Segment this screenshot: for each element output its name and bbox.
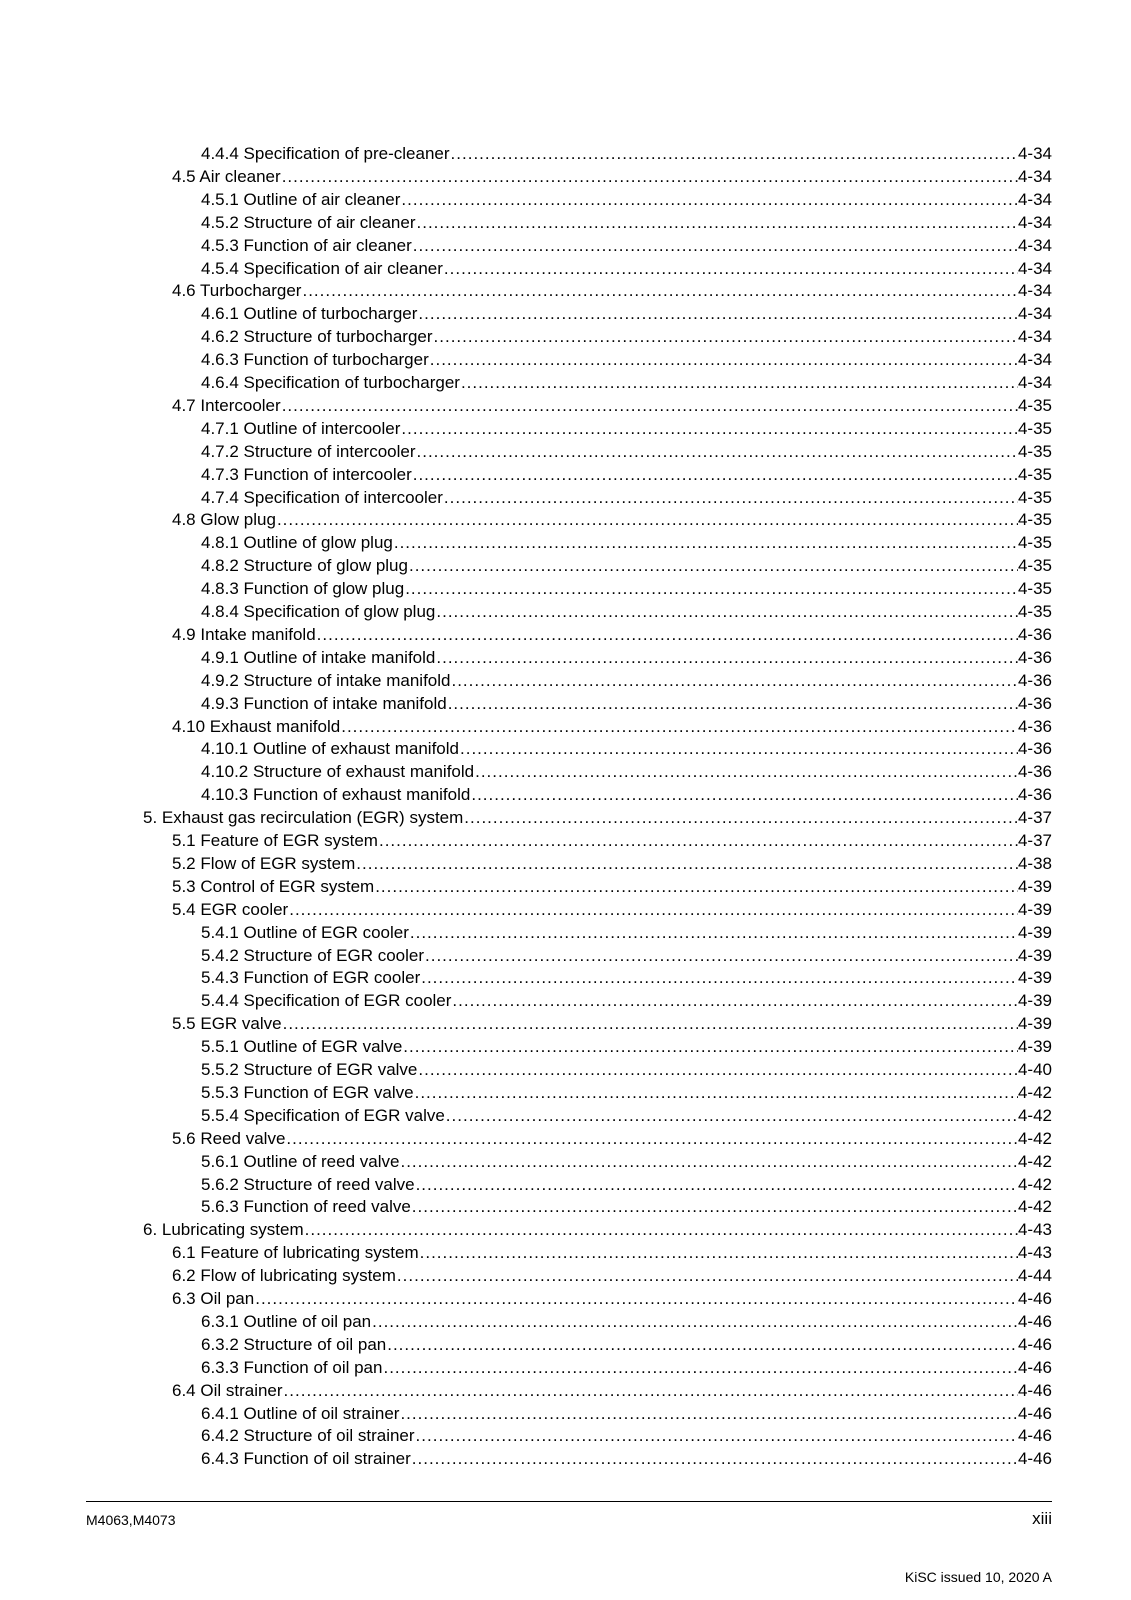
- toc-entry-page: 4-35: [1017, 418, 1052, 438]
- toc-entry-title: 4.6 Turbocharger: [172, 281, 302, 301]
- toc-entry-page: 4-35: [1017, 487, 1052, 507]
- toc-entry-page: 4-39: [1017, 1014, 1052, 1034]
- toc-dot-leader: [399, 1150, 1018, 1173]
- toc-entry-title: 4.9 Intake manifold: [172, 624, 316, 644]
- toc-entry-title: 6.3 Oil pan: [172, 1289, 255, 1308]
- toc-entry[interactable]: [201, 1333, 1052, 1356]
- toc-entry-title: 4.7.2 Structure of intercooler: [201, 441, 416, 461]
- toc-entry-title: 4.5.2 Structure of air cleaner: [201, 212, 416, 232]
- toc-dot-leader: [378, 829, 1018, 852]
- footer-page-number: xiii: [1032, 1509, 1052, 1528]
- toc-entry-page: 4-46: [1017, 1403, 1052, 1423]
- toc-dot-leader: [451, 989, 1018, 1012]
- toc-entry-page: 4-42: [1017, 1174, 1052, 1194]
- toc-entry-title: 4.8.2 Structure of glow plug: [201, 556, 408, 576]
- toc-entry-title: 4.6.1 Outline of turbocharger: [201, 304, 418, 324]
- toc-entry-page: 4-34: [1017, 373, 1052, 392]
- toc-entry-title: 4.5.4 Specification of air cleaner: [201, 258, 443, 278]
- toc-entry-page: 4-46: [1017, 1357, 1052, 1377]
- toc-entry-title: 5.6.2 Structure of reed valve: [201, 1174, 415, 1194]
- toc-dot-leader: [382, 1356, 1018, 1379]
- toc-entry-title: 6.4.3 Function of oil strainer: [201, 1449, 411, 1469]
- toc-entry[interactable]: [201, 921, 1052, 944]
- toc-dot-leader: [371, 1310, 1018, 1333]
- toc-dot-leader: [416, 211, 1018, 234]
- toc-entry-title: 4.8.4 Specification of glow plug: [201, 602, 436, 621]
- toc-entry[interactable]: [201, 783, 1052, 806]
- toc-entry-title: 5.6.1 Outline of reed valve: [201, 1151, 400, 1171]
- toc-entry-title: 6.4.1 Outline of oil strainer: [201, 1403, 400, 1423]
- toc-entry[interactable]: [201, 1081, 1052, 1104]
- toc-dot-leader: [301, 279, 1018, 302]
- toc-entry-page: 4-34: [1017, 258, 1052, 278]
- toc-entry-page: 4-39: [1017, 876, 1052, 896]
- toc-entry-page: 4-34: [1017, 144, 1052, 163]
- toc-entry-title: 5.5.2 Structure of EGR valve: [201, 1060, 418, 1079]
- toc-dot-leader: [411, 1195, 1018, 1218]
- toc-entry-page: 4-46: [1017, 1311, 1052, 1331]
- toc-entry-title: 4.10 Exhaust manifold: [172, 716, 341, 736]
- toc-entry[interactable]: [201, 1150, 1052, 1173]
- toc-entry-title: 4.9.3 Function of intake manifold: [201, 693, 447, 713]
- toc-entry-page: 4-35: [1017, 533, 1052, 553]
- toc-entry[interactable]: [201, 1195, 1052, 1218]
- toc-entry-page: 4-36: [1017, 647, 1052, 667]
- toc-entry[interactable]: [201, 554, 1052, 577]
- toc-dot-leader: [419, 1241, 1018, 1264]
- toc-dot-leader: [460, 371, 1018, 394]
- toc-entry[interactable]: [201, 692, 1052, 715]
- toc-dot-leader: [276, 508, 1018, 531]
- toc-entry-page: 4-39: [1017, 1037, 1052, 1057]
- toc-entry[interactable]: [201, 600, 1052, 623]
- toc-entry-title: 4.4.4 Specification of pre-cleaner: [201, 144, 450, 163]
- toc-entry[interactable]: [201, 257, 1052, 280]
- toc-dot-leader: [386, 1333, 1018, 1356]
- toc-entry-title: 5.4.1 Outline of EGR cooler: [201, 922, 409, 942]
- toc-entry-page: 4-37: [1017, 831, 1052, 850]
- toc-entry[interactable]: [201, 1310, 1052, 1333]
- toc-entry-title: 4.8 Glow plug: [172, 510, 276, 530]
- toc-dot-leader: [445, 1104, 1018, 1127]
- toc-entry[interactable]: [172, 829, 1052, 852]
- toc-entry-page: 4-36: [1017, 785, 1052, 805]
- toc-entry-title: 4.7.1 Outline of intercooler: [201, 418, 401, 438]
- toc-dot-leader: [417, 302, 1018, 325]
- toc-entry[interactable]: [172, 1287, 1052, 1310]
- toc-entry-page: 4-43: [1017, 1243, 1052, 1263]
- toc-entry[interactable]: [201, 188, 1052, 211]
- toc-entry-page: 4-35: [1017, 556, 1052, 576]
- toc-dot-leader: [393, 531, 1018, 554]
- toc-dot-leader: [408, 554, 1018, 577]
- toc-entry-page: 4-46: [1017, 1380, 1052, 1400]
- toc-dot-leader: [443, 257, 1018, 280]
- toc-entry-page: 4-34: [1017, 304, 1052, 324]
- toc-entry-page: 4-35: [1017, 464, 1052, 484]
- toc-entry-page: 4-34: [1017, 212, 1052, 232]
- toc-dot-leader: [254, 1287, 1018, 1310]
- toc-entry-title: 5.4.2 Structure of EGR cooler: [201, 945, 424, 965]
- toc-entry-page: 4-40: [1017, 1060, 1052, 1079]
- toc-entry-title: 4.6.4 Specification of turbocharger: [201, 373, 460, 392]
- toc-entry[interactable]: [172, 1127, 1052, 1150]
- toc-dot-leader: [304, 1218, 1018, 1241]
- toc-entry-title: 4.6.3 Function of turbocharger: [201, 350, 429, 370]
- toc-entry[interactable]: [172, 279, 1052, 302]
- toc-entry[interactable]: [172, 715, 1052, 738]
- toc-entry-title: 5.5.3 Function of EGR valve: [201, 1082, 414, 1102]
- toc-dot-leader: [470, 783, 1018, 806]
- toc-entry[interactable]: [201, 1104, 1052, 1127]
- toc-entry-page: 4-46: [1017, 1449, 1052, 1469]
- toc-entry-page: 4-35: [1017, 602, 1052, 621]
- toc-entry-title: 6.3.3 Function of oil pan: [201, 1357, 383, 1377]
- toc-entry[interactable]: [172, 394, 1052, 417]
- toc-entry-page: 4-36: [1017, 693, 1052, 713]
- toc-dot-leader: [415, 1424, 1018, 1447]
- toc-entry-title: 5.2 Flow of EGR system: [172, 853, 356, 873]
- toc-entry-title: 4.10.2 Structure of exhaust manifold: [201, 762, 475, 782]
- toc-dot-leader: [459, 737, 1018, 760]
- toc-dot-leader: [281, 165, 1018, 188]
- toc-dot-leader: [420, 966, 1018, 989]
- toc-entry-title: 4.8.3 Function of glow plug: [201, 579, 405, 599]
- toc-entry-page: 4-39: [1017, 945, 1052, 965]
- toc-entry[interactable]: [172, 1241, 1052, 1264]
- toc-entry[interactable]: [201, 646, 1052, 669]
- toc-entry[interactable]: [201, 417, 1052, 440]
- toc-entry[interactable]: [201, 1035, 1052, 1058]
- toc-dot-leader: [404, 577, 1018, 600]
- toc-entry[interactable]: [172, 852, 1052, 875]
- toc-dot-leader: [429, 348, 1018, 371]
- toc-dot-leader: [400, 188, 1018, 211]
- toc-dot-leader: [288, 898, 1018, 921]
- toc-dot-leader: [450, 142, 1018, 165]
- toc-entry-page: 4-42: [1017, 1151, 1052, 1171]
- toc-entry[interactable]: [201, 234, 1052, 257]
- toc-entry[interactable]: [201, 463, 1052, 486]
- toc-entry[interactable]: [201, 211, 1052, 234]
- toc-entry-page: 4-46: [1017, 1334, 1052, 1354]
- toc-entry-title: 5.5 EGR valve: [172, 1014, 282, 1034]
- toc-entry-page: 4-39: [1017, 899, 1052, 919]
- toc-dot-leader: [282, 1012, 1018, 1035]
- toc-entry-page: 4-34: [1017, 281, 1052, 301]
- toc-dot-leader: [409, 921, 1018, 944]
- toc-entry-page: 4-36: [1017, 670, 1052, 690]
- toc-entry[interactable]: [172, 898, 1052, 921]
- toc-entry-title: 6.2 Flow of lubricating system: [172, 1266, 396, 1286]
- toc-entry[interactable]: [201, 944, 1052, 967]
- toc-entry[interactable]: [172, 875, 1052, 898]
- toc-entry-page: 4-38: [1017, 853, 1052, 873]
- toc-entry[interactable]: [201, 486, 1052, 509]
- toc-dot-leader: [402, 1035, 1018, 1058]
- toc-entry-title: 5.4.3 Function of EGR cooler: [201, 968, 421, 988]
- toc-entry[interactable]: [201, 1402, 1052, 1425]
- toc-entry-title: 4.10.3 Function of exhaust manifold: [201, 785, 471, 805]
- toc-dot-leader: [374, 875, 1018, 898]
- toc-entry[interactable]: [201, 669, 1052, 692]
- toc-entry-title: 5.3 Control of EGR system: [172, 876, 375, 896]
- toc-entry[interactable]: [201, 1424, 1052, 1447]
- toc-entry-title: 6.4 Oil strainer: [172, 1380, 283, 1400]
- toc-dot-leader: [417, 1058, 1018, 1081]
- toc-entry-page: 4-34: [1017, 189, 1052, 209]
- toc-entry-title: 5.5.1 Outline of EGR valve: [201, 1037, 403, 1057]
- toc-entry-title: 6.3.1 Outline of oil pan: [201, 1311, 372, 1331]
- toc-entry-title: 4.6.2 Structure of turbocharger: [201, 327, 433, 347]
- toc-entry[interactable]: [172, 1012, 1052, 1035]
- toc-dot-leader: [463, 806, 1018, 829]
- toc-entry[interactable]: [201, 371, 1052, 394]
- toc-entry-page: 4-44: [1017, 1266, 1052, 1286]
- toc-entry-page: 4-39: [1017, 922, 1052, 942]
- toc-entry[interactable]: [201, 966, 1052, 989]
- toc-entry-title: 6.1 Feature of lubricating system: [172, 1243, 419, 1263]
- toc-entry-page: 4-46: [1017, 1426, 1052, 1446]
- toc-entry[interactable]: [201, 737, 1052, 760]
- toc-entry[interactable]: [201, 440, 1052, 463]
- toc-entry-title: 5.4.4 Specification of EGR cooler: [201, 991, 452, 1011]
- toc-entry[interactable]: [201, 1173, 1052, 1196]
- toc-entry[interactable]: [201, 302, 1052, 325]
- toc-entry[interactable]: [201, 989, 1052, 1012]
- toc-entry-title: 4.7.4 Specification of intercooler: [201, 487, 443, 507]
- toc-entry-page: 4-34: [1017, 350, 1052, 370]
- toc-entry-page: 4-43: [1017, 1220, 1052, 1240]
- toc-entry-page: 4-34: [1017, 166, 1052, 186]
- toc-entry-page: 4-37: [1017, 808, 1052, 828]
- toc-entry-title: 6.4.2 Structure of oil strainer: [201, 1426, 415, 1446]
- toc-dot-leader: [316, 623, 1018, 646]
- toc-entry[interactable]: [172, 623, 1052, 646]
- toc-entry-title: 5.6 Reed valve: [172, 1128, 286, 1148]
- toc-entry-page: 4-35: [1017, 510, 1052, 530]
- toc-dot-leader: [281, 394, 1018, 417]
- toc-entry-title: 5.6.3 Function of reed valve: [201, 1197, 411, 1217]
- toc-dot-leader: [399, 1402, 1018, 1425]
- toc-entry-page: 4-35: [1017, 395, 1052, 415]
- toc-dot-leader: [355, 852, 1018, 875]
- toc-entry-page: 4-36: [1017, 716, 1052, 736]
- toc-dot-leader: [340, 715, 1018, 738]
- toc-entry-page: 4-36: [1017, 762, 1052, 782]
- toc-entry-page: 4-36: [1017, 624, 1052, 644]
- toc-dot-leader: [400, 417, 1018, 440]
- toc-dot-leader: [285, 1127, 1018, 1150]
- toc-entry[interactable]: [172, 165, 1052, 188]
- toc-dot-leader: [450, 669, 1017, 692]
- toc-entry[interactable]: [172, 1264, 1052, 1287]
- toc-entry-page: 4-39: [1017, 991, 1052, 1011]
- footer-model-number: M4063,M4073: [86, 1512, 176, 1528]
- toc-entry[interactable]: [201, 531, 1052, 554]
- toc-entry-title: 5.4 EGR cooler: [172, 899, 289, 919]
- toc-entry-title: 4.9.2 Structure of intake manifold: [201, 670, 451, 690]
- toc-entry-page: 4-42: [1017, 1197, 1052, 1217]
- toc-entry-title: 4.10.1 Outline of exhaust manifold: [201, 739, 459, 759]
- toc-entry-title: 4.7 Intercooler: [172, 395, 281, 415]
- toc-dot-leader: [283, 1379, 1018, 1402]
- toc-dot-leader: [435, 600, 1018, 623]
- toc-entry[interactable]: [201, 325, 1052, 348]
- toc-entry-page: 4-35: [1017, 441, 1052, 461]
- toc-entry[interactable]: [201, 142, 1052, 165]
- toc-entry-page: 4-42: [1017, 1105, 1052, 1125]
- toc-entry[interactable]: [201, 1447, 1052, 1470]
- footer-divider: [86, 1501, 1052, 1502]
- toc-entry[interactable]: [143, 1218, 1052, 1241]
- toc-entry-page: 4-46: [1017, 1289, 1052, 1308]
- toc-entry[interactable]: [201, 1356, 1052, 1379]
- toc-entry-page: 4-42: [1017, 1082, 1052, 1102]
- toc-entry-title: 4.8.1 Outline of glow plug: [201, 533, 393, 553]
- toc-entry[interactable]: [201, 577, 1052, 600]
- toc-dot-leader: [433, 325, 1018, 348]
- toc-dot-leader: [474, 760, 1018, 783]
- toc-entry[interactable]: [201, 1058, 1052, 1081]
- toc-entry[interactable]: [201, 760, 1052, 783]
- toc-entry-title: 5. Exhaust gas recirculation (EGR) system: [143, 808, 464, 828]
- toc-entry-page: 4-36: [1017, 739, 1052, 759]
- toc-dot-leader: [435, 646, 1018, 669]
- toc-entry-title: 5.1 Feature of EGR system: [172, 831, 378, 850]
- toc-entry-page: 4-34: [1017, 235, 1052, 255]
- toc-entry-title: 4.7.3 Function of intercooler: [201, 464, 412, 484]
- toc-entry-page: 4-35: [1017, 579, 1052, 599]
- toc-entry-title: 4.5.1 Outline of air cleaner: [201, 189, 401, 209]
- toc-entry-page: 4-34: [1017, 327, 1052, 347]
- toc-dot-leader: [447, 692, 1018, 715]
- toc-entry-page: 4-39: [1017, 968, 1052, 988]
- footer-issue-info: KiSC issued 10, 2020 A: [904, 1569, 1052, 1585]
- toc-entry[interactable]: [172, 508, 1052, 531]
- toc-entry[interactable]: [201, 348, 1052, 371]
- toc-entry-title: 4.5 Air cleaner: [172, 166, 281, 186]
- toc-entry-title: 6.3.2 Structure of oil pan: [201, 1334, 387, 1354]
- toc-entry-title: 6. Lubricating system: [143, 1220, 304, 1240]
- toc-entry-title: 4.5.3 Function of air cleaner: [201, 235, 412, 255]
- toc-entry-title: 4.9.1 Outline of intake manifold: [201, 647, 436, 667]
- toc-dot-leader: [416, 440, 1018, 463]
- toc-dot-leader: [443, 486, 1018, 509]
- toc-dot-leader: [396, 1264, 1018, 1287]
- toc-entry[interactable]: [143, 806, 1052, 829]
- toc-dot-leader: [414, 1081, 1018, 1104]
- toc-entry-page: 4-42: [1017, 1128, 1052, 1148]
- toc-dot-leader: [412, 463, 1018, 486]
- toc-dot-leader: [411, 1447, 1018, 1470]
- toc-dot-leader: [424, 944, 1018, 967]
- toc-dot-leader: [412, 234, 1018, 257]
- toc-entry[interactable]: [172, 1379, 1052, 1402]
- toc-entry-title: 5.5.4 Specification of EGR valve: [201, 1105, 445, 1125]
- toc-dot-leader: [415, 1173, 1018, 1196]
